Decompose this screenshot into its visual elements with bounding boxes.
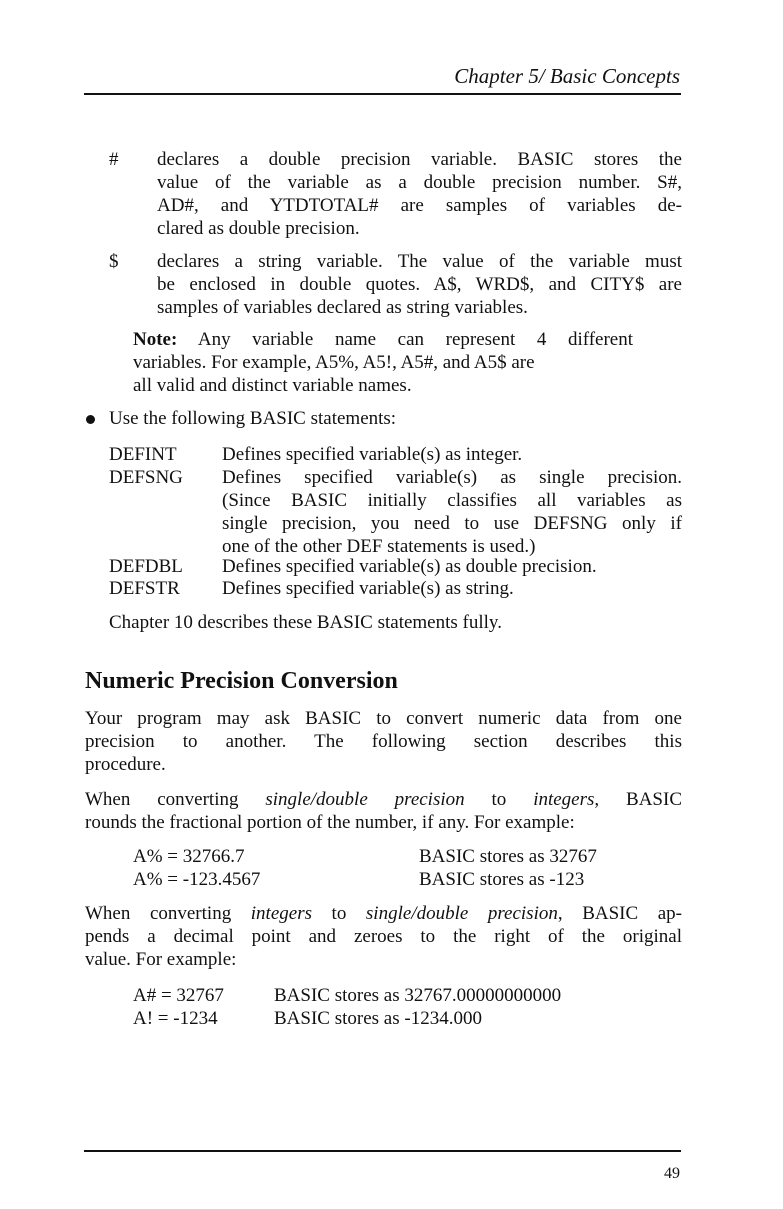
dollar-desc-line-2: be enclosed in double quotes. A$, WRD$, and CITY$ are [157,274,682,295]
p2-line-3: value. For example: [85,949,237,970]
p2-post: , BASIC ap- [557,903,682,924]
example1-result-1: BASIC stores as 32767 [419,846,597,867]
example2-result-1: BASIC stores as 32767.00000000000 [274,985,562,1006]
example2-expr-1: A# = 32767 [133,985,224,1006]
p1-italic-1: single/double precision [265,789,465,810]
bullet-icon [86,415,95,424]
note-line-1 [133,329,633,351]
example1-expr-2: A% = -123.4567 [133,869,261,890]
hash-desc-line-1: declares a double precision variable. BASIC stores the [157,149,682,170]
example2-expr-2: A! = -1234 [133,1008,218,1029]
suffix-symbol-hash: # [109,149,119,170]
suffix-symbol-dollar: $ [109,251,119,272]
dollar-desc-line-3: samples of variables declared as string variables. [157,297,528,318]
statement-desc-defsng-3: single precision, you need to use DEFSNG only if [222,513,682,534]
statement-desc-defsng-2: (Since BASIC initially classifies all variables as [222,490,682,511]
note-line-3: all valid and distinct variable names. [133,375,412,396]
example2-result-2: BASIC stores as -1234.000 [274,1008,482,1029]
p2-italic-1: integers [250,903,312,924]
hash-desc-line-3: AD#, and YTDTOTAL# are samples of variables de- [157,195,682,216]
p1-line-1 [85,789,682,811]
statement-desc-defint: Defines specified variable(s) as integer. [222,444,523,465]
statement-name-defdbl: DEFDBL [109,556,183,577]
statement-desc-defstr: Defines specified variable(s) as string. [222,578,514,599]
p2-pre: When converting [85,903,251,924]
p1-line-2: rounds the fractional portion of the number, if any. For example: [85,812,575,833]
statement-name-defstr: DEFSTR [109,578,180,599]
intro-line-2: precision to another. The following section describes this [85,731,682,752]
p2-mid: to [311,903,366,924]
note-line-2: variables. For example, A5%, A5!, A5#, and A5$ are [133,352,535,373]
hash-desc-line-4: clared as double precision. [157,218,360,239]
bullet-text: Use the following BASIC statements: [109,408,397,429]
intro-line-1: Your program may ask BASIC to convert numeric data from one [85,708,682,729]
chapter-reference: Chapter 10 describes these BASIC statements fully. [109,612,502,633]
p2-line-1 [85,903,682,925]
example1-expr-1: A% = 32766.7 [133,846,245,867]
p2-line-2: pends a decimal point and zeroes to the right of the original [85,926,682,947]
hash-desc-line-2: value of the variable as a double precision number. S#, [157,172,682,193]
note-label: Note: [133,329,178,350]
statement-desc-defdbl: Defines specified variable(s) as double precision. [222,556,597,577]
header-rule [84,93,681,95]
statement-desc-defsng-4: one of the other DEF statements is used.) [222,536,536,557]
page-number: 49 [664,1165,680,1182]
note-line-1-text: Any variable name can represent 4 different [197,329,634,350]
p1-mid: to [464,789,534,810]
p1-italic-2: integers [533,789,595,810]
section-heading: Numeric Precision Conversion [85,668,398,694]
statement-desc-defsng-1: Defines specified variable(s) as single precision. [222,467,682,488]
intro-line-3: procedure. [85,754,166,775]
footer-rule [84,1150,681,1152]
p2-italic-2: single/double precision [365,903,558,924]
running-header: Chapter 5/ Basic Concepts [454,64,680,88]
statement-name-defsng: DEFSNG [109,467,183,488]
dollar-desc-line-1: declares a string variable. The value of the variable must [157,251,682,272]
statement-name-defint: DEFINT [109,444,177,465]
example1-result-2: BASIC stores as -123 [419,869,585,890]
p1-pre: When converting [85,789,266,810]
p1-post: , BASIC [594,789,682,810]
